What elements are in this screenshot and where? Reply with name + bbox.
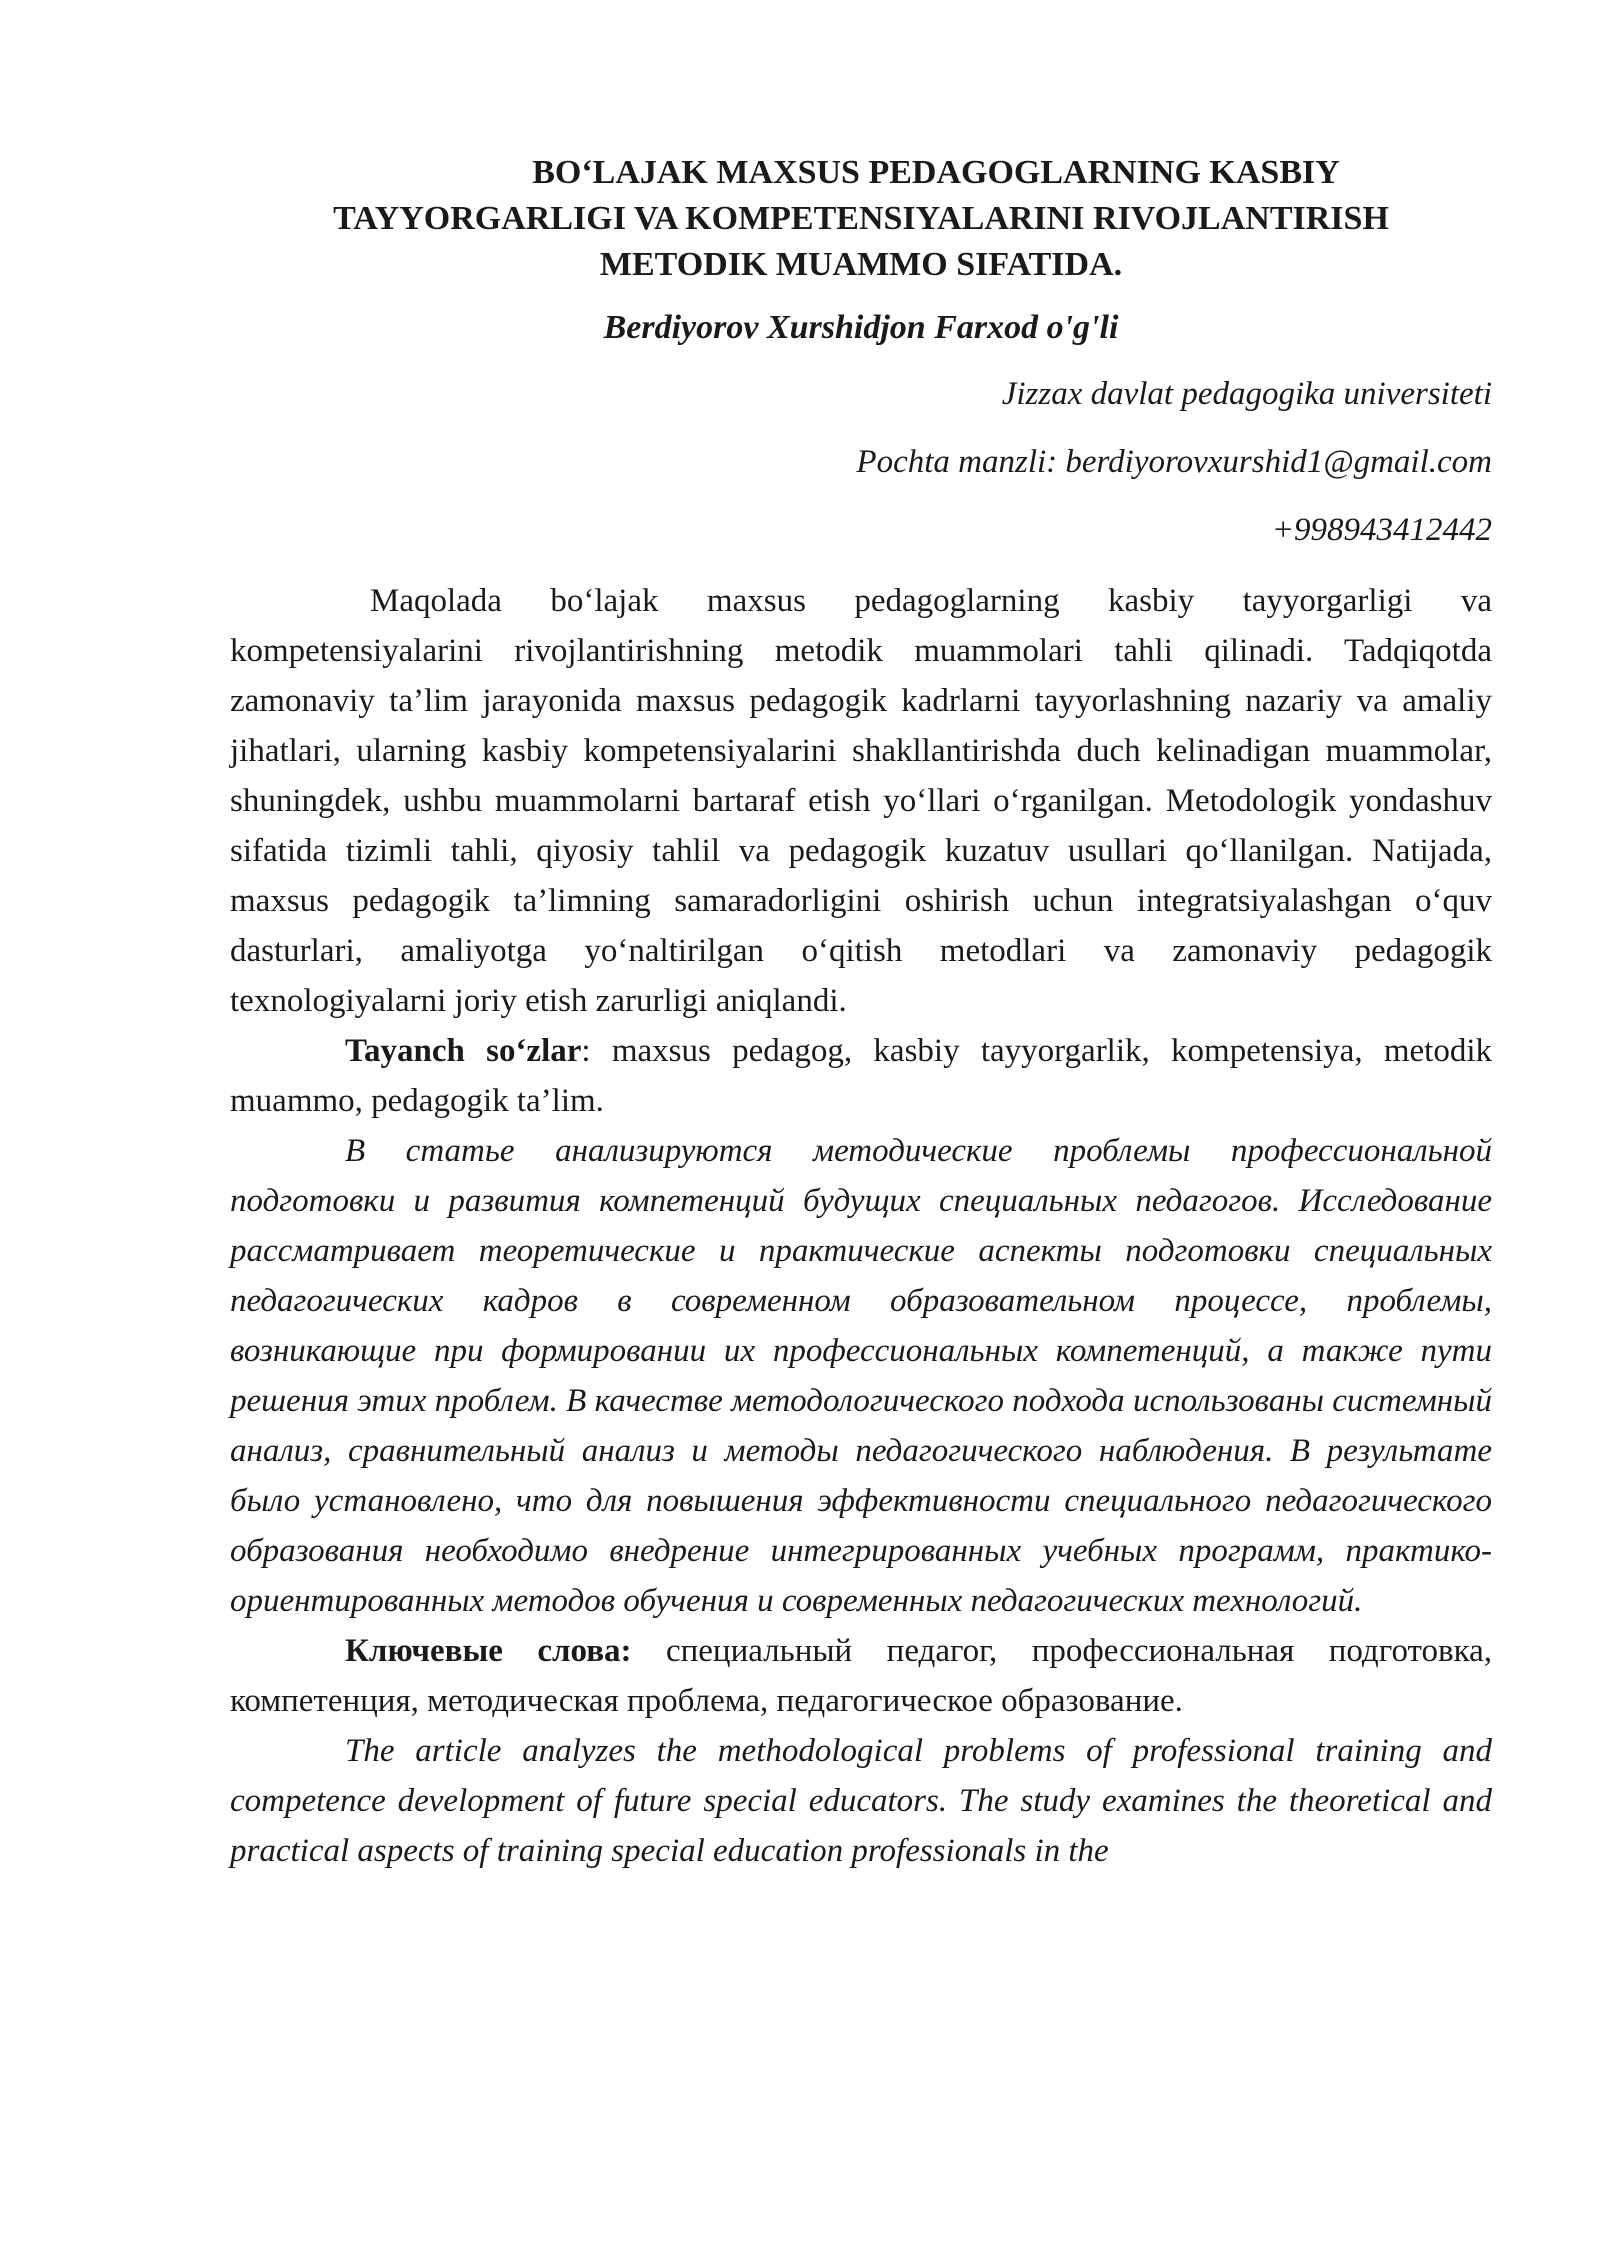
abstract-english: The article analyzes the methodological problems of professional training and competence development of future special educators. The study examines the theoretical and practical aspects of training special education professionals in the (230, 1733, 1492, 1869)
document-page (230, 150, 1492, 1876)
title-line-2: TAYYORGARLIGI VA KOMPETENSIYALARINI RIVOJLANTIRISH (333, 200, 1389, 237)
title-line-3: METODIK MUAMMO SIFATIDA. (599, 246, 1123, 283)
title-line-1: BO‘LAJAK MAXSUS PEDAGOGLARNING KASBIY (532, 154, 1340, 191)
keywords-uzbek (230, 1026, 1492, 1126)
author-name: Berdiyorov Xurshidjon Farxod o'g'li (603, 309, 1119, 346)
phone-number: +998943412442 (1271, 512, 1492, 548)
abstract-uzbek: Maqolada bo‘lajak maxsus pedagoglarning kasbiy tayyorgarligi va kompetensiyalarini rivojlantirishning metodik muammolari tahli qilinadi. Tadqiqotda zamonaviy ta’lim jarayonida maxsus pedagogik kadrlarni tayyorlashning nazariy va amaliy jihatlari, ularning kasbiy kompetensiyalarini shakllantirishda duch kelinadigan muammolar, shuningdek, ushbu muammolarni bartaraf etish yo‘llari o‘rganilgan. Metodologik yondashuv sifatida tizimli tahli, qiyosiy tahlil va pedagogik kuzatuv usullari qo‘llanilgan. Natijada, maxsus pedagogik ta’limning samaradorligini oshirish uchun integratsiyalashgan o‘quv dasturlari, amaliyotga yo‘naltirilgan o‘qitish metodlari va zamonaviy pedagogik texnologiyalarni joriy etish zarurligi aniqlandi. (230, 583, 1492, 1019)
abstract-russian: В статье анализируются методические проблемы профессиональной подготовки и развития компетенций будущих специальных педагогов. Исследование рассматривает теоретические и практические аспекты подготовки специальных педагогических кадров в современном образовательном процессе, проблемы, возникающие при формировании их профессиональных компетенций, а также пути решения этих проблем. В качестве методологического подхода использованы системный анализ, сравнительный анализ и методы педагогического наблюдения. В результате было установлено, что для повышения эффективности специального педагогического образования необходимо внедрение интегрированных учебных программ, практико-ориентированных методов обучения и современных педагогических технологий. (230, 1133, 1492, 1619)
keywords-russian (230, 1626, 1492, 1726)
email-line: Pochta manzli: berdiyorovxurshid1@gmail.com (856, 444, 1492, 480)
keywords-uzbek-separator: : (581, 1033, 591, 1069)
keywords-russian-label: Ключевые слова: (345, 1633, 632, 1669)
affiliation: Jizzax davlat pedagogika universiteti (1001, 376, 1492, 412)
keywords-uzbek-text: maxsus pedagog, kasbiy tayyorgarlik, kompetensiya, metodik muammo, pedagogik ta’lim. (230, 1033, 1492, 1119)
keywords-russian-text: специальный педагог, профессиональная подготовка, компетенция, методическая проблема, педагогическое образование. (230, 1633, 1493, 1719)
keywords-uzbek-label: Tayanch so‘zlar (345, 1033, 582, 1069)
article-title (230, 150, 1492, 288)
